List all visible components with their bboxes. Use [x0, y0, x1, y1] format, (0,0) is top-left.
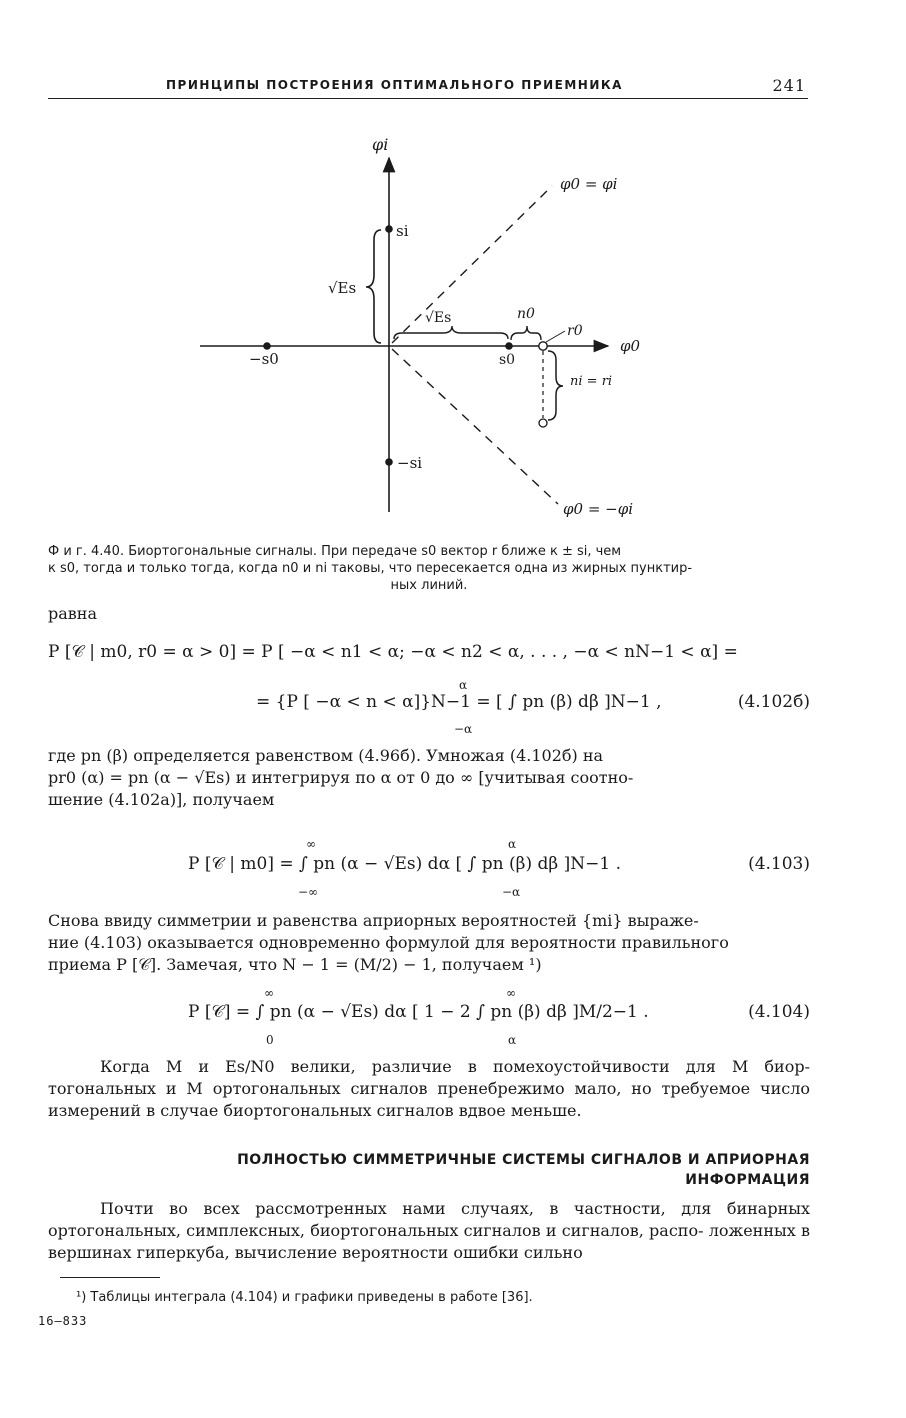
figure-caption	[48, 543, 810, 594]
paragraph-3	[48, 910, 810, 976]
eq-103-upper-1: ∞	[306, 837, 316, 851]
equation-4-102b-line1: P [𝒞 | m0, r0 = α > 0] = P [ −α < n1 < α; −α < n2 < α, . . . , −α < nN−1 < α] =	[48, 642, 738, 662]
equation-4-104	[188, 986, 810, 1047]
point-r0	[539, 342, 547, 350]
caption-line-1: Ф и г. 4.40. Биортогональные сигналы. При передаче s0 вектор r ближе к ± si, чем	[48, 544, 622, 559]
caption-line-2: к s0, тогда и только тогда, когда n0 и ni таковы, что пересекается одна из жирных пунктир-	[48, 561, 693, 576]
label-s0: s0	[499, 352, 516, 368]
p2-line1: где pn (β) определяется равенством (4.96б). Умножая (4.102б) на	[48, 746, 604, 765]
label-neg-si: −si	[397, 454, 423, 472]
page-number: 241	[772, 76, 806, 95]
eq-number-4-104: (4.104)	[748, 1002, 810, 1022]
eq-103-lower-2: −α	[502, 885, 521, 899]
label-si: si	[396, 222, 409, 240]
eq-103-lower-1: −∞	[298, 885, 319, 899]
eq-104-upper-1: ∞	[264, 986, 274, 1000]
dashed-line-negative	[392, 349, 558, 504]
eq-104-lower-2: α	[508, 1033, 517, 1047]
eq-102b-lower-limit: −α	[454, 722, 473, 736]
section-heading-line1: ПОЛНОСТЬЮ СИММЕТРИЧНЫЕ СИСТЕМЫ СИГНАЛОВ И АПРИОРНАЯ	[237, 1152, 810, 1168]
label-r0: r0	[567, 323, 583, 339]
p3-line1: Снова ввиду симметрии и равенства априорных вероятностей {mi} выраже-	[48, 911, 699, 930]
label-neg-s0: −s0	[249, 350, 279, 368]
label-ni-eq-ri: ni = ri	[570, 374, 613, 389]
section-heading	[48, 1150, 810, 1190]
paragraph-4: Когда M и Es/N0 велики, различие в помехоустойчивости для M биор- тогональных и M ортогональных сигналов пренебрежимо мало, но требуемое число измерений в случае биортогональных сигналов вдвое меньше.	[48, 1057, 810, 1120]
text-ravna: равна	[48, 604, 97, 623]
equation-4-103	[188, 837, 810, 899]
paragraph-5: Почти во всех рассмотренных нами случаях, в частности, для бинарных ортогональных, симплексных, биортогональных сигналов и сигналов, распо- ложенных в вершинах гиперкуба, вычисление вероятности ошибки сильно	[48, 1199, 810, 1262]
point-neg-s0	[263, 342, 271, 350]
brace-n0	[511, 326, 541, 340]
eq-103-upper-2: α	[508, 837, 517, 851]
p3-line3: приема P [𝒞]. Замечая, что N − 1 = (M/2) − 1, получаем ¹)	[48, 955, 542, 974]
label-phi-i: φi	[372, 135, 389, 154]
label-sqrtEs-left: √Es	[328, 279, 357, 297]
label-line-pos: φ0 = φi	[560, 175, 618, 193]
eq-102b-upper-limit: α	[459, 678, 468, 692]
point-s0	[505, 342, 513, 350]
paragraph-2	[48, 745, 810, 811]
footnote-rule	[60, 1277, 160, 1278]
eq-104-lower-1: 0	[266, 1033, 274, 1047]
equation-4-102b-line2	[256, 678, 810, 736]
eq-104-upper-2: ∞	[506, 986, 516, 1000]
p2-line2: pr0 (α) = pn (α − √Es) и интегрируя по α от 0 до ∞ [учитывая соотно-	[48, 768, 634, 787]
footnote: ¹) Таблицы интеграла (4.104) и графики приведены в работе [36].	[76, 1290, 533, 1305]
eq-104-body: P [𝒞] = ∫ pn (α − √Es) dα [ 1 − 2 ∫ pn (β) dβ ]M/2−1 .	[188, 1002, 649, 1022]
running-title: ПРИНЦИПЫ ПОСТРОЕНИЯ ОПТИМАЛЬНОГО ПРИЕМНИКА	[166, 78, 623, 92]
printer-signature: 16—833	[38, 1314, 88, 1328]
brace-sqrtEs-vertical	[366, 230, 381, 343]
eq-102b-body: = {P [ −α < n < α]}N−1 = [ ∫ pn (β) dβ ]N−1 ,	[256, 692, 662, 712]
label-phi0: φ0	[620, 337, 641, 355]
point-r-end	[539, 419, 547, 427]
point-neg-si	[385, 458, 393, 466]
label-n0: n0	[517, 306, 535, 322]
point-si	[385, 225, 393, 233]
r0-leader	[546, 331, 565, 342]
label-sqrtEs-diag: √Es	[425, 310, 452, 326]
eq-number-4-103: (4.103)	[748, 854, 810, 874]
p3-line2: ние (4.103) оказывается одновременно формулой для вероятности правильного	[48, 933, 729, 952]
eq-number-4-102b: (4.102б)	[737, 692, 810, 712]
p2-line3: шение (4.102а)], получаем	[48, 790, 275, 809]
eq-103-body: P [𝒞 | m0] = ∫ pn (α − √Es) dα [ ∫ pn (β) dβ ]N−1 .	[188, 854, 621, 874]
brace-ni	[548, 351, 563, 420]
figure-biorthogonal-signals	[0, 0, 906, 540]
caption-line-3: ных линий.	[390, 578, 468, 593]
section-heading-line2: ИНФОРМАЦИЯ	[685, 1172, 810, 1188]
brace-sqrtEs-horizontal	[394, 326, 508, 339]
label-line-neg: φ0 = −φi	[563, 500, 634, 518]
